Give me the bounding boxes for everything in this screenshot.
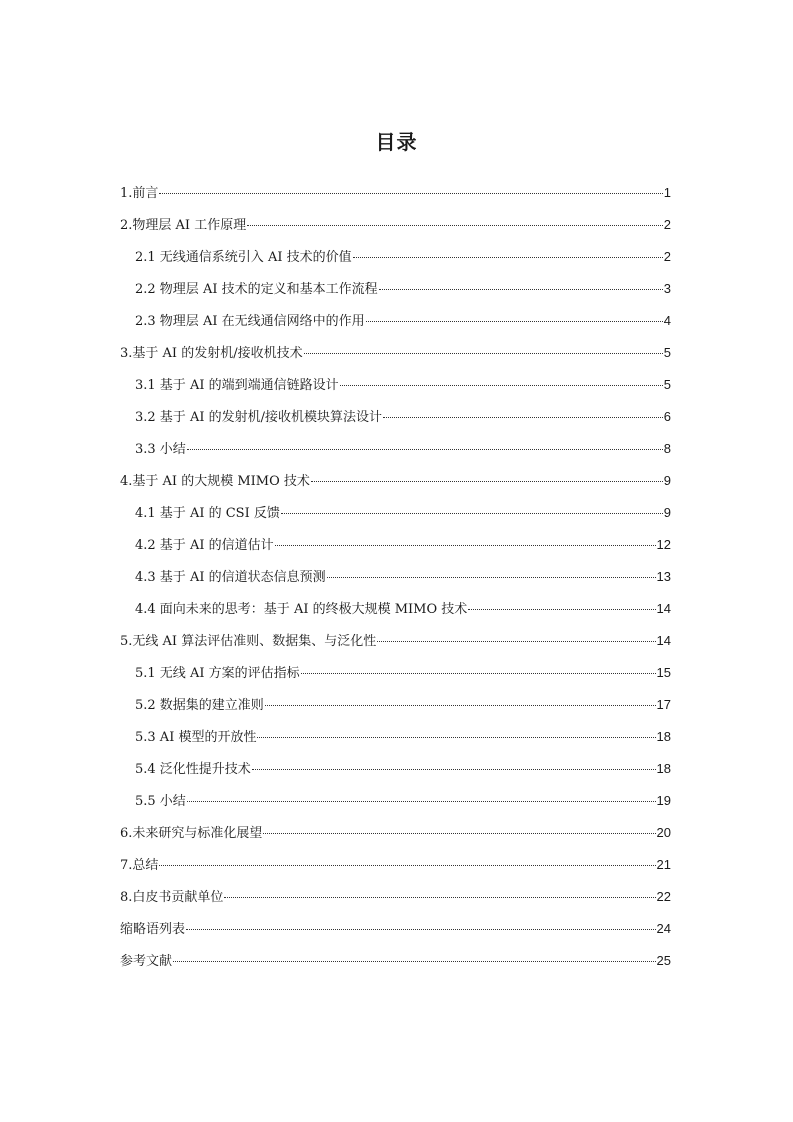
- toc-dot-leader: [252, 769, 656, 770]
- toc-dot-leader: [159, 865, 655, 866]
- toc-entry-text: 8.白皮书贡献单位: [120, 890, 224, 905]
- toc-entry-page-number: 5: [663, 345, 671, 360]
- toc-dot-leader: [187, 449, 663, 450]
- toc-entry-page-number: 14: [656, 601, 671, 616]
- toc-entry[interactable]: [120, 178, 671, 210]
- toc-dot-leader: [468, 609, 655, 610]
- toc-entry-text: 4.1 基于 AI 的 CSI 反馈: [135, 506, 280, 521]
- toc-entry[interactable]: [120, 850, 671, 882]
- toc-dot-leader: [366, 321, 663, 322]
- toc-entry-text: 6.未来研究与标准化展望: [120, 826, 263, 841]
- toc-entry-page-number: 13: [656, 569, 671, 584]
- toc-entry-text: 5.5 小结: [135, 794, 186, 809]
- toc-entry-text: 4.3 基于 AI 的信道状态信息预测: [135, 570, 326, 585]
- toc-entry-text: 1.前言: [120, 186, 159, 201]
- toc-dot-leader: [159, 193, 662, 194]
- toc-dot-leader: [224, 897, 655, 898]
- toc-entry-text: 3.3 小结: [135, 442, 186, 457]
- toc-entry-text: 4.2 基于 AI 的信道估计: [135, 538, 274, 553]
- toc-entry-page-number: 18: [656, 761, 671, 776]
- toc-entry-text: 3.1 基于 AI 的端到端通信链路设计: [135, 378, 339, 393]
- toc-entry[interactable]: [120, 306, 671, 338]
- toc-entry-page-number: 24: [656, 921, 671, 936]
- toc-entry-text: 3.2 基于 AI 的发射机/接收机模块算法设计: [135, 410, 382, 425]
- toc-entry-page-number: 5: [663, 377, 671, 392]
- toc-entry[interactable]: [120, 210, 671, 242]
- toc-entry[interactable]: [120, 466, 671, 498]
- toc-entry[interactable]: [120, 242, 671, 274]
- toc-entry-page-number: 2: [663, 249, 671, 264]
- toc-entry[interactable]: [120, 530, 671, 562]
- toc-entry-text: 2.物理层 AI 工作原理: [120, 218, 247, 233]
- toc-dot-leader: [327, 577, 656, 578]
- toc-entry-page-number: 25: [656, 953, 671, 968]
- toc-entry-page-number: 17: [656, 697, 671, 712]
- toc-dot-leader: [187, 801, 656, 802]
- toc-dot-leader: [383, 417, 663, 418]
- toc-dot-leader: [379, 289, 663, 290]
- toc-entry[interactable]: [120, 626, 671, 658]
- toc-entry-page-number: 22: [656, 889, 671, 904]
- toc-entry-text: 5.4 泛化性提升技术: [135, 762, 251, 777]
- toc-entry-page-number: 18: [656, 729, 671, 744]
- toc-entry-text: 5.无线 AI 算法评估准则、数据集、与泛化性: [120, 634, 377, 649]
- toc-entry-page-number: 20: [656, 825, 671, 840]
- toc-dot-leader: [353, 257, 663, 258]
- toc-entry[interactable]: [120, 402, 671, 434]
- toc-dot-leader: [377, 641, 655, 642]
- toc-entry-text: 4.基于 AI 的大规模 MIMO 技术: [120, 474, 310, 489]
- toc-entry[interactable]: [120, 338, 671, 370]
- toc-entry-page-number: 2: [663, 217, 671, 232]
- toc-entry-page-number: 9: [663, 473, 671, 488]
- toc-entry-page-number: 21: [656, 857, 671, 872]
- toc-entry-text: 7.总结: [120, 858, 159, 873]
- toc-entry[interactable]: [120, 498, 671, 530]
- toc-entry-text: 3.基于 AI 的发射机/接收机技术: [120, 346, 303, 361]
- toc-entry-text: 2.3 物理层 AI 在无线通信网络中的作用: [135, 314, 365, 329]
- toc-entry-text: 参考文献: [120, 954, 173, 969]
- toc-entry-text: 缩略语列表: [120, 922, 186, 937]
- toc-entry-page-number: 19: [656, 793, 671, 808]
- toc-entry-text: 5.2 数据集的建立准则: [135, 698, 264, 713]
- toc-entry[interactable]: [120, 690, 671, 722]
- toc-entry-page-number: 6: [663, 409, 671, 424]
- toc-dot-leader: [186, 929, 656, 930]
- toc-dot-leader: [247, 225, 663, 226]
- toc-entry[interactable]: [120, 914, 671, 946]
- toc-entry[interactable]: [120, 434, 671, 466]
- toc-entry-page-number: 8: [663, 441, 671, 456]
- toc-dot-leader: [265, 705, 656, 706]
- toc-entry-text: 2.1 无线通信系统引入 AI 技术的价值: [135, 250, 352, 265]
- toc-entry[interactable]: [120, 722, 671, 754]
- toc-list: [120, 178, 671, 978]
- toc-dot-leader: [301, 673, 656, 674]
- toc-entry[interactable]: [120, 594, 671, 626]
- toc-entry-page-number: 14: [656, 633, 671, 648]
- toc-dot-leader: [263, 833, 655, 834]
- toc-entry-text: 5.3 AI 模型的开放性: [135, 730, 257, 745]
- toc-entry-page-number: 1: [663, 185, 671, 200]
- toc-entry[interactable]: [120, 370, 671, 402]
- toc-dot-leader: [275, 545, 656, 546]
- toc-entry-page-number: 12: [656, 537, 671, 552]
- toc-entry[interactable]: [120, 754, 671, 786]
- toc-entry[interactable]: [120, 562, 671, 594]
- toc-dot-leader: [173, 961, 656, 962]
- page-title: 目录: [375, 130, 418, 154]
- toc-entry[interactable]: [120, 274, 671, 306]
- toc-entry[interactable]: [120, 946, 671, 978]
- toc-entry-text: 4.4 面向未来的思考：基于 AI 的终极大规模 MIMO 技术: [135, 602, 468, 617]
- toc-dot-leader: [311, 481, 663, 482]
- toc-entry[interactable]: [120, 882, 671, 914]
- toc-entry[interactable]: [120, 786, 671, 818]
- toc-entry-page-number: 4: [663, 313, 671, 328]
- toc-entry-text: 5.1 无线 AI 方案的评估指标: [135, 666, 300, 681]
- toc-dot-leader: [340, 385, 663, 386]
- toc-entry-page-number: 9: [663, 505, 671, 520]
- toc-entry-page-number: 3: [663, 281, 671, 296]
- toc-dot-leader: [304, 353, 663, 354]
- toc-dot-leader: [257, 737, 655, 738]
- toc-entry-text: 2.2 物理层 AI 技术的定义和基本工作流程: [135, 282, 378, 297]
- toc-entry[interactable]: [120, 818, 671, 850]
- toc-entry-page-number: 15: [656, 665, 671, 680]
- toc-dot-leader: [281, 513, 663, 514]
- toc-entry[interactable]: [120, 658, 671, 690]
